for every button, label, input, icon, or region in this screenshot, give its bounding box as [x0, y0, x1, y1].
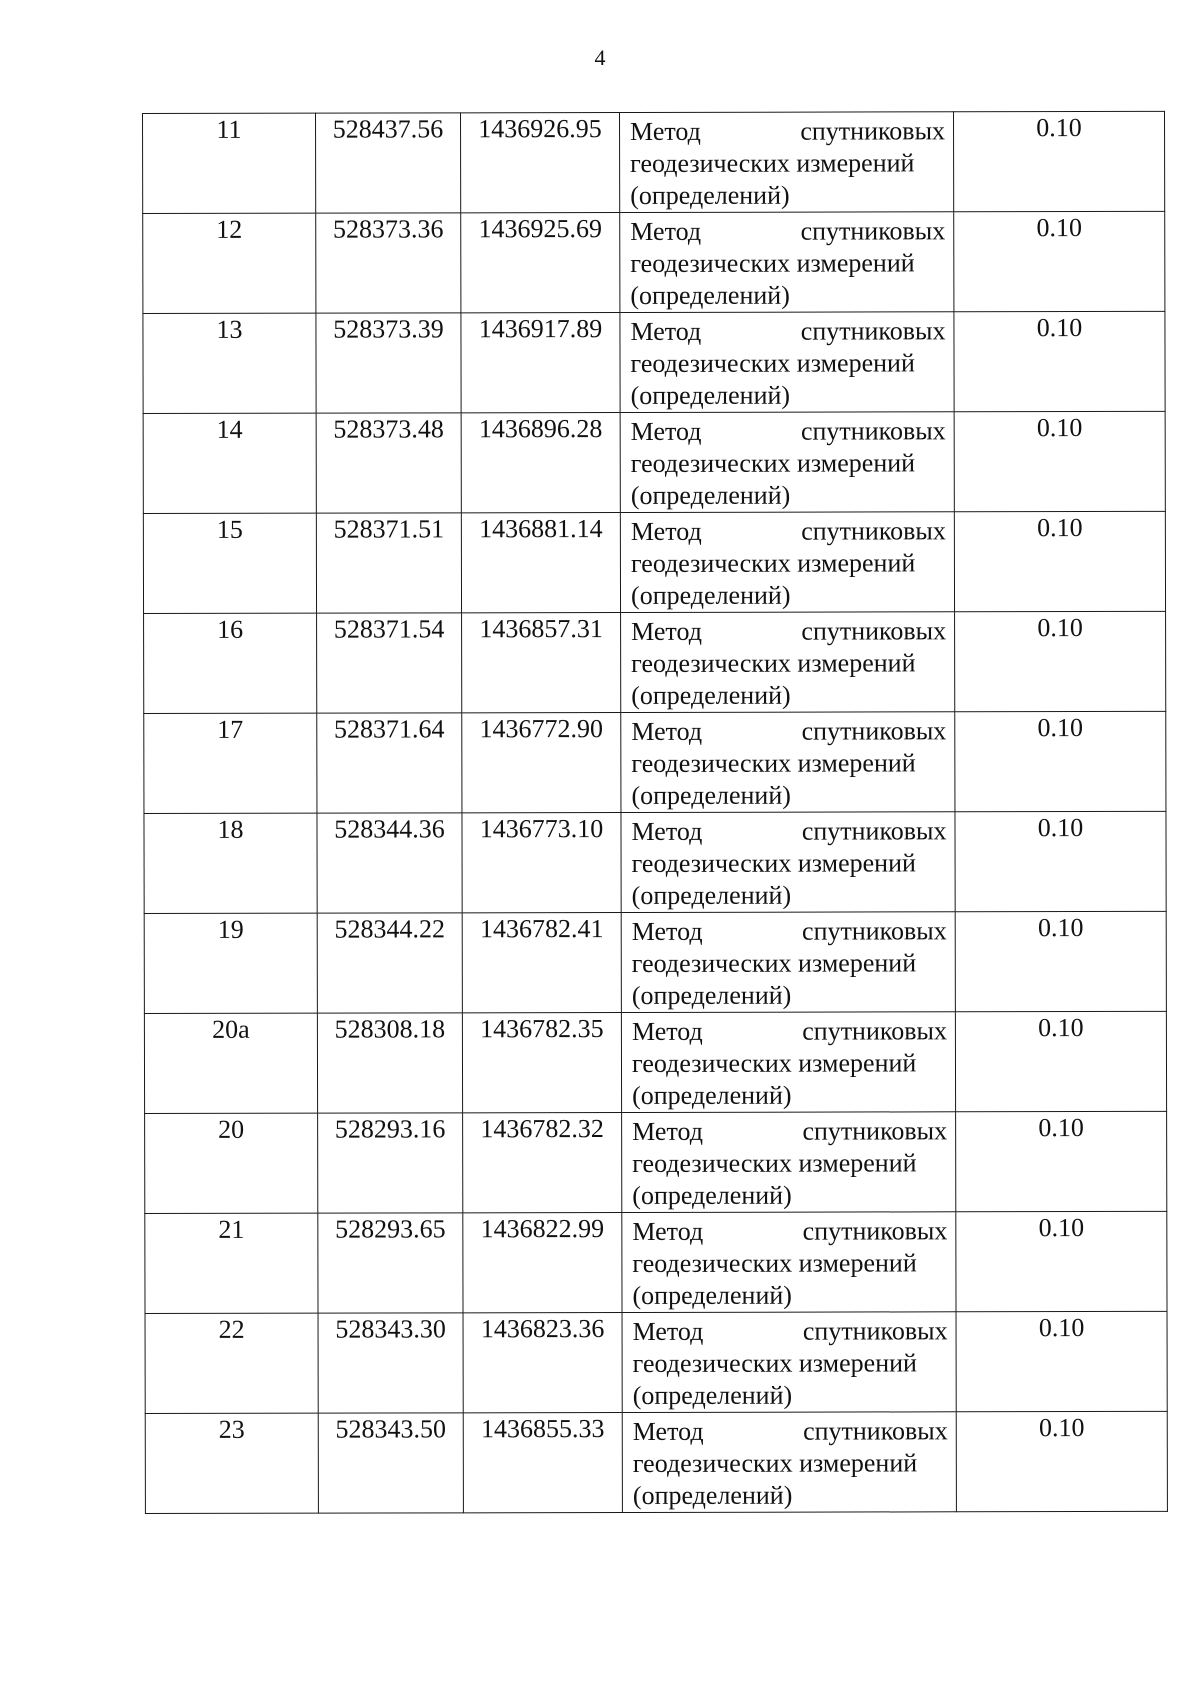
x-coordinate-cell — [316, 113, 461, 213]
point-number: 20 — [218, 1114, 245, 1144]
method-line-1 — [631, 715, 946, 748]
error-value: 0.10 — [1036, 113, 1082, 143]
point-number: 18 — [217, 814, 244, 844]
x-coordinate-cell — [318, 1213, 463, 1313]
error-cell — [956, 1211, 1167, 1311]
method-cell — [621, 912, 955, 1013]
method-word-1: Метод — [631, 716, 703, 746]
table-row — [143, 211, 1165, 313]
method-line-2: геодезических измерений — [632, 1248, 917, 1278]
y-coordinate-cell — [461, 512, 620, 612]
error-value: 0.10 — [1038, 1413, 1085, 1443]
y-coordinate: 1436926.95 — [478, 114, 602, 144]
method-word-1: Метод — [630, 516, 702, 546]
method-line-3: (определений) — [632, 1480, 793, 1510]
y-coordinate: 1436855.33 — [480, 1414, 605, 1444]
method-line-2: геодезических измерений — [631, 948, 917, 978]
method-line-1 — [633, 1315, 948, 1348]
method-word-1: Метод — [632, 1216, 704, 1246]
method-line-1 — [632, 915, 947, 948]
x-coordinate: 528308.18 — [334, 1014, 446, 1044]
table-row — [143, 311, 1165, 413]
point-number-cell — [144, 613, 317, 713]
y-coordinate: 1436881.14 — [479, 514, 603, 544]
x-coordinate: 528343.50 — [335, 1414, 447, 1444]
method-cell — [621, 612, 955, 713]
table-row — [144, 611, 1166, 713]
x-coordinate-cell — [317, 613, 462, 713]
error-cell — [954, 211, 1165, 311]
error-value: 0.10 — [1036, 313, 1083, 343]
point-number: 15 — [216, 514, 243, 544]
method-line-3: (определений) — [630, 380, 791, 410]
method-word-2: спутниковых — [800, 416, 946, 446]
method-line-2: геодезических измерений — [631, 648, 916, 678]
x-coordinate: 528371.51 — [333, 514, 445, 544]
error-cell — [954, 511, 1165, 611]
table-row — [145, 1411, 1167, 1513]
y-coordinate-cell — [463, 1412, 622, 1512]
y-coordinate-cell — [462, 912, 621, 1012]
error-cell — [956, 1111, 1167, 1211]
method-line-1 — [631, 415, 946, 448]
y-coordinate: 1436782.35 — [480, 1014, 604, 1044]
point-number: 21 — [218, 1214, 245, 1244]
method-cell — [622, 1412, 956, 1513]
table-row — [145, 1311, 1167, 1413]
error-value: 0.10 — [1038, 1013, 1084, 1043]
point-number-cell — [144, 713, 317, 813]
x-coordinate: 528344.36 — [334, 814, 445, 844]
method-word-1: Метод — [631, 916, 703, 946]
error-value: 0.10 — [1036, 213, 1083, 243]
method-line-1 — [633, 1415, 948, 1448]
method-word-2: спутниковых — [801, 716, 947, 746]
point-number: 22 — [218, 1314, 245, 1344]
error-cell — [955, 711, 1166, 811]
x-coordinate: 528373.48 — [333, 414, 444, 444]
method-word-2: спутниковых — [801, 516, 946, 546]
error-value: 0.10 — [1037, 913, 1084, 943]
method-cell — [620, 412, 954, 513]
error-value: 0.10 — [1037, 613, 1083, 643]
point-number: 11 — [216, 114, 242, 144]
method-line-3: (определений) — [630, 180, 790, 210]
method-cell — [620, 512, 954, 613]
method-line-2: геодезических измерений — [630, 248, 915, 278]
table-row — [143, 511, 1165, 613]
x-coordinate-cell — [317, 1013, 462, 1113]
method-cell — [620, 212, 954, 313]
method-line-1 — [631, 815, 946, 848]
method-line-1 — [631, 515, 946, 548]
point-number-cell — [143, 513, 316, 613]
error-cell — [955, 1011, 1166, 1111]
table-row — [145, 1111, 1167, 1213]
method-line-3: (определений) — [632, 1180, 792, 1210]
method-word-2: спутниковых — [800, 316, 946, 346]
method-line-2: геодезических измерений — [632, 1148, 917, 1178]
table-body — [143, 111, 1168, 1513]
x-coordinate-cell — [316, 313, 461, 413]
x-coordinate-cell — [318, 1113, 463, 1213]
method-cell — [622, 1312, 956, 1413]
method-line-1 — [631, 615, 946, 648]
error-value: 0.10 — [1037, 813, 1084, 843]
x-coordinate-cell — [317, 813, 462, 913]
method-cell — [620, 312, 954, 413]
x-coordinate: 528371.64 — [334, 714, 445, 744]
page-number: 4 — [594, 45, 606, 70]
method-line-3: (определений) — [632, 1280, 792, 1310]
error-cell — [954, 311, 1165, 411]
y-coordinate: 1436857.31 — [479, 614, 603, 644]
point-number-cell — [144, 813, 317, 913]
method-line-1 — [630, 215, 945, 248]
y-coordinate: 1436925.69 — [478, 214, 603, 244]
point-number-cell — [145, 1213, 318, 1313]
point-number-cell — [143, 113, 316, 213]
table-row — [144, 711, 1166, 813]
point-number-cell — [145, 1113, 318, 1213]
y-coordinate-cell — [462, 712, 621, 812]
point-number: 14 — [216, 414, 243, 444]
point-number: 23 — [218, 1414, 245, 1444]
x-coordinate: 528293.65 — [335, 1214, 446, 1244]
method-word-2: спутниковых — [801, 816, 947, 846]
method-line-3: (определений) — [631, 980, 792, 1010]
coordinates-table — [142, 111, 1168, 1514]
method-line-2: геодезических измерений — [630, 548, 916, 578]
error-value: 0.10 — [1038, 1113, 1084, 1143]
method-word-2: спутниковых — [802, 1316, 948, 1346]
point-number: 13 — [216, 314, 243, 344]
method-line-2: геодезических измерений — [630, 148, 915, 178]
method-cell — [621, 712, 955, 813]
point-number-cell — [143, 413, 316, 513]
method-line-1 — [632, 1015, 947, 1048]
y-coordinate: 1436896.28 — [478, 414, 603, 444]
point-number: 19 — [217, 914, 244, 944]
method-line-2: геодезических измерений — [630, 448, 916, 478]
method-cell — [622, 1212, 956, 1313]
method-word-1: Метод — [631, 816, 703, 846]
method-line-1 — [630, 115, 945, 148]
method-word-1: Метод — [631, 1016, 703, 1046]
point-number-cell — [143, 313, 316, 413]
x-coordinate-cell — [318, 1313, 463, 1413]
error-value: 0.10 — [1037, 513, 1083, 543]
error-cell — [954, 411, 1165, 511]
x-coordinate-cell — [316, 413, 461, 513]
x-coordinate: 528373.39 — [333, 314, 444, 344]
point-number-cell — [145, 1413, 318, 1513]
method-word-1: Метод — [632, 1316, 704, 1346]
method-word-2: спутниковых — [801, 916, 947, 946]
point-number: 12 — [216, 214, 243, 244]
y-coordinate: 1436772.90 — [479, 714, 604, 744]
error-cell — [956, 1311, 1167, 1411]
method-line-2: геодезических измерений — [630, 348, 915, 378]
y-coordinate: 1436917.89 — [478, 314, 603, 344]
method-line-2: геодезических измерений — [631, 848, 916, 878]
error-cell — [953, 111, 1164, 211]
method-word-2: спутниковых — [802, 1016, 947, 1046]
x-coordinate-cell — [316, 213, 461, 313]
method-word-2: спутниковых — [803, 1416, 948, 1446]
x-coordinate-cell — [317, 713, 462, 813]
table-row — [143, 111, 1165, 213]
table-row — [144, 911, 1166, 1013]
table-row — [143, 411, 1165, 513]
x-coordinate: 528437.56 — [332, 114, 444, 144]
point-number-cell — [144, 1013, 317, 1113]
error-cell — [955, 911, 1166, 1011]
method-word-2: спутниковых — [802, 1216, 948, 1246]
method-word-2: спутниковых — [800, 116, 946, 146]
method-line-3: (определений) — [630, 580, 791, 610]
point-number: 17 — [217, 714, 244, 744]
x-coordinate: 528371.54 — [333, 614, 445, 644]
method-word-1: Метод — [631, 616, 702, 646]
method-word-1: Метод — [630, 216, 702, 246]
y-coordinate: 1436782.32 — [480, 1114, 604, 1144]
y-coordinate: 1436822.99 — [480, 1214, 605, 1244]
error-value: 0.10 — [1038, 1213, 1085, 1243]
y-coordinate-cell — [463, 1212, 622, 1312]
method-line-2: геодезических измерений — [632, 1448, 918, 1478]
y-coordinate-cell — [463, 1312, 622, 1412]
method-word-2: спутниковых — [801, 616, 947, 646]
method-word-2: спутниковых — [800, 216, 946, 246]
error-value: 0.10 — [1038, 1313, 1085, 1343]
point-number-cell — [144, 913, 317, 1013]
y-coordinate-cell — [462, 1012, 621, 1112]
x-coordinate: 528293.16 — [334, 1114, 446, 1144]
y-coordinate-cell — [462, 812, 621, 912]
error-value: 0.10 — [1037, 713, 1084, 743]
y-coordinate: 1436773.10 — [479, 814, 604, 844]
method-cell — [622, 1112, 956, 1213]
method-line-3: (определений) — [632, 1080, 792, 1110]
table-row — [144, 811, 1166, 913]
method-line-3: (определений) — [631, 780, 791, 810]
point-number-cell — [145, 1313, 318, 1413]
method-cell — [620, 112, 954, 213]
error-cell — [956, 1411, 1167, 1511]
method-word-2: спутниковых — [802, 1116, 948, 1146]
method-line-3: (определений) — [630, 280, 790, 310]
y-coordinate-cell — [462, 612, 621, 712]
method-line-2: геодезических измерений — [631, 1048, 917, 1078]
method-word-1: Метод — [630, 116, 701, 146]
error-cell — [955, 611, 1166, 711]
point-number: 20а — [212, 1014, 250, 1044]
method-word-1: Метод — [630, 416, 702, 446]
method-line-3: (определений) — [630, 480, 791, 510]
method-line-1 — [632, 1115, 947, 1148]
y-coordinate: 1436823.36 — [480, 1314, 605, 1344]
y-coordinate-cell — [463, 1112, 622, 1212]
x-coordinate: 528344.22 — [334, 914, 445, 944]
x-coordinate-cell — [317, 913, 462, 1013]
method-line-3: (определений) — [631, 880, 792, 910]
method-word-1: Метод — [632, 1416, 704, 1446]
table-row — [144, 1011, 1166, 1113]
method-line-2: геодезических измерений — [632, 1348, 917, 1378]
method-cell — [621, 1012, 955, 1113]
method-word-1: Метод — [630, 316, 702, 346]
y-coordinate-cell — [461, 212, 620, 312]
error-cell — [955, 811, 1166, 911]
x-coordinate: 528343.30 — [335, 1314, 446, 1344]
x-coordinate-cell — [316, 513, 461, 613]
method-line-3: (определений) — [632, 1380, 793, 1410]
y-coordinate-cell — [461, 112, 620, 212]
method-cell — [621, 812, 955, 913]
method-line-2: геодезических измерений — [631, 748, 916, 778]
method-word-1: Метод — [632, 1116, 703, 1146]
y-coordinate: 1436782.41 — [479, 914, 604, 944]
y-coordinate-cell — [461, 312, 620, 412]
method-line-1 — [632, 1215, 947, 1248]
x-coordinate: 528373.36 — [332, 214, 444, 244]
point-number-cell — [143, 213, 316, 313]
method-line-3: (определений) — [631, 680, 791, 710]
error-value: 0.10 — [1036, 413, 1083, 443]
y-coordinate-cell — [461, 412, 620, 512]
point-number: 16 — [217, 614, 244, 644]
x-coordinate-cell — [318, 1413, 463, 1513]
table-row — [145, 1211, 1167, 1313]
method-line-1 — [630, 315, 945, 348]
